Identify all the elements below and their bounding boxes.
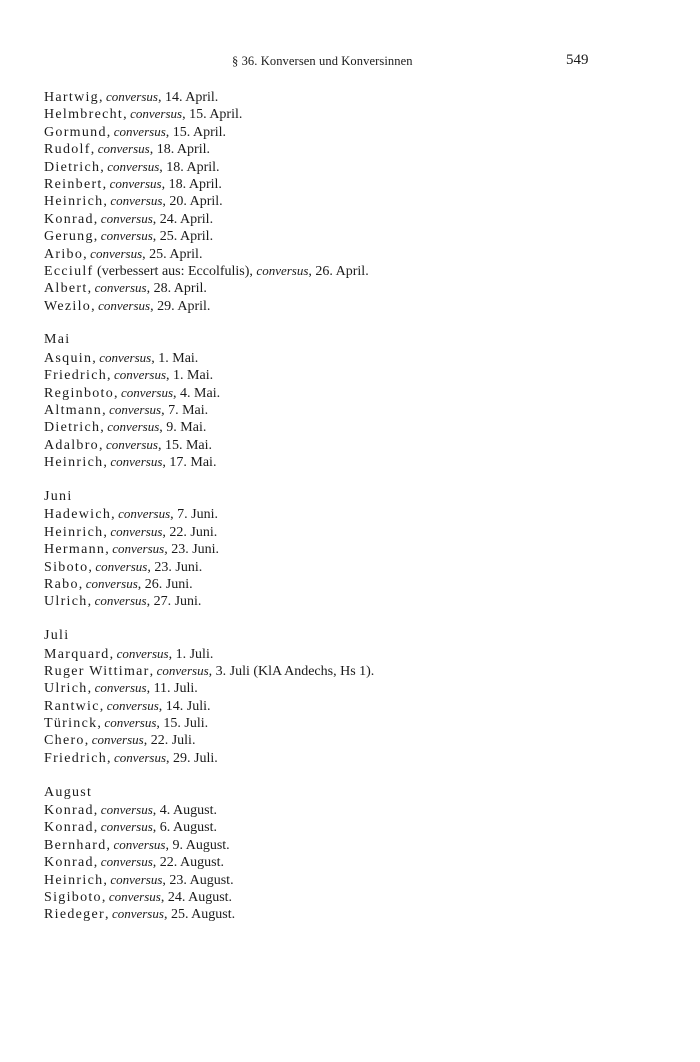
entry-role: conversus — [130, 106, 183, 122]
entry-name: Heinrich — [44, 524, 104, 540]
entry-date: 7. Juni. — [177, 507, 218, 523]
entry-role: conversus — [113, 836, 166, 852]
entry-name: Altmann — [44, 403, 103, 419]
entry-name: Gormund — [44, 124, 107, 140]
list-item: Rabo, conversus, 26. Juni. — [44, 575, 193, 592]
entry-date: 18. April. — [156, 142, 210, 158]
list-item: Bernhard, conversus, 9. August. — [44, 836, 230, 853]
entry-name: Sigiboto — [44, 889, 102, 905]
entry-role: conversus — [112, 541, 165, 557]
list-item: Gormund, conversus, 15. April. — [44, 123, 227, 140]
entry-name: Wezilo — [44, 298, 92, 314]
entry-date: 29. Juli. — [173, 750, 218, 766]
entry-name: Rantwic — [44, 698, 100, 714]
entry-date: 1. Juli. — [175, 646, 214, 662]
entry-date: 4. Mai. — [180, 385, 221, 401]
month-heading: Mai — [44, 332, 71, 348]
running-head: § 36. Konversen und Konversinnen — [232, 54, 413, 68]
entry-role: conversus — [104, 715, 157, 731]
page-number: 549 — [566, 52, 589, 68]
list-item: Heinrich, conversus, 22. Juni. — [44, 523, 218, 540]
entry-name: Hadewich — [44, 507, 112, 523]
entry-name: Hartwig — [44, 90, 99, 105]
entry-date: 25. April. — [159, 229, 214, 245]
entry-name: Bernhard — [44, 837, 107, 853]
list-item: Asquin, conversus, 1. Mai. — [44, 349, 199, 366]
entry-role: conversus — [94, 280, 147, 296]
entry-role: conversus — [98, 297, 151, 313]
list-item: Reinbert, conversus, 18. April. — [44, 175, 222, 192]
entry-role: conversus — [106, 697, 159, 713]
entry-date: 22. August. — [159, 855, 224, 871]
entry-role: conversus — [121, 384, 174, 400]
entry-date: 18. April. — [168, 176, 222, 192]
list-item: Ulrich, conversus, 27. Juni. — [44, 593, 202, 610]
entry-date: 1. Mai. — [173, 368, 214, 384]
entry-name: Riedeger — [44, 907, 105, 923]
list-item: Rudolf, conversus, 18. April. — [44, 141, 210, 158]
entry-role: conversus — [108, 888, 161, 904]
entry-date: 11. Juli. — [153, 681, 198, 697]
section-gap — [44, 610, 664, 627]
entry-date: 1. Mai. — [158, 350, 199, 366]
entry-name: Reginboto — [44, 385, 115, 401]
entry-role: conversus — [99, 349, 152, 365]
list-item: Dietrich, conversus, 9. Mai. — [44, 419, 207, 436]
list-item: Ruger Wittimar, conversus, 3. Juli (KlA Andechs, Hs 1). — [44, 662, 375, 679]
entry-date: 15. April. — [172, 124, 227, 140]
entry-date: 27. Juni. — [153, 594, 202, 610]
month-heading: August — [44, 784, 93, 800]
entry-name: Ulrich — [44, 594, 88, 610]
entry-role: conversus — [95, 558, 148, 574]
entry-name: Rabo — [44, 576, 79, 592]
entry-name: Ecciulf — [44, 263, 94, 279]
entry-name: Aribo — [44, 246, 84, 262]
list-item: Hadewich, conversus, 7. Juni. — [44, 506, 218, 523]
entry-role: conversus — [107, 158, 160, 174]
list-item: Siboto, conversus, 23. Juni. — [44, 558, 203, 575]
list-item: Friedrich, conversus, 29. Juli. — [44, 749, 218, 766]
entry-role: conversus — [100, 228, 153, 244]
entry-date: 18. April. — [166, 159, 220, 175]
entry-date: 23. Juni. — [171, 542, 220, 558]
entry-date: 22. Juni. — [169, 524, 218, 540]
entry-date: 15. Juli. — [163, 716, 209, 732]
entry-date: 14. April. — [164, 90, 219, 105]
list-item: Riedeger, conversus, 25. August. — [44, 906, 236, 923]
entry-name: Rudolf — [44, 142, 91, 158]
month-heading: Juli — [44, 628, 70, 644]
list-item: Dietrich, conversus, 18. April. — [44, 158, 220, 175]
entry-name: Hermann — [44, 542, 106, 558]
entry-name: Konrad — [44, 855, 94, 871]
entry-role: conversus — [94, 593, 147, 609]
entry-role: conversus — [105, 436, 158, 452]
entry-date: 24. August. — [167, 889, 233, 905]
entry-date: 26. Juni. — [144, 576, 193, 592]
entry-name: Friedrich — [44, 750, 108, 766]
list-item: Türinck, conversus, 15. Juli. — [44, 715, 209, 732]
entry-date: 24. April. — [159, 211, 214, 227]
page-header — [0, 52, 700, 72]
list-item: Sigiboto, conversus, 24. August. — [44, 888, 233, 905]
entry-date: 4. August. — [159, 803, 217, 819]
entry-role: conversus — [111, 906, 164, 922]
list-item: Chero, conversus, 22. Juli. — [44, 732, 196, 749]
entry-role: conversus — [94, 680, 147, 696]
entry-date: 14. Juli. — [165, 698, 211, 714]
entry-role: conversus — [114, 367, 167, 383]
entry-name: Türinck — [44, 716, 98, 732]
list-item: Konrad, conversus, 24. April. — [44, 210, 214, 227]
entry-role: conversus — [100, 210, 153, 226]
entry-date: 17. Mai. — [169, 455, 217, 471]
list-item: Albert, conversus, 28. April. — [44, 280, 207, 297]
entry-name: Helmbrecht — [44, 107, 124, 123]
entry-name: Konrad — [44, 803, 94, 819]
entry-name: Heinrich — [44, 194, 104, 210]
list-item: Hartwig, conversus, 14. April. — [44, 89, 219, 105]
entry-name: Reinbert — [44, 176, 103, 192]
list-item: Konrad, conversus, 22. August. — [44, 854, 224, 871]
entry-list — [44, 88, 664, 923]
month-heading: Juni — [44, 488, 73, 504]
entry-role: conversus — [113, 123, 166, 139]
entry-name: Ulrich — [44, 681, 88, 697]
list-item: Rantwic, conversus, 14. Juli. — [44, 697, 211, 714]
entry-role: conversus — [85, 575, 138, 591]
entry-name: Marquard — [44, 646, 110, 662]
entry-date: 20. April. — [169, 194, 223, 210]
list-item: Heinrich, conversus, 17. Mai. — [44, 454, 217, 471]
entry-name: Chero — [44, 733, 85, 749]
list-item: Aribo, conversus, 25. April. — [44, 245, 203, 262]
entry-date: 9. Mai. — [166, 420, 207, 436]
entry-date: 28. April. — [153, 281, 207, 297]
entry-name: Adalbro — [44, 437, 99, 453]
entry-date: 15. Mai. — [164, 437, 213, 453]
entry-role: conversus — [116, 645, 169, 661]
entry-name: Heinrich — [44, 872, 104, 888]
list-item: Adalbro, conversus, 15. Mai. — [44, 436, 213, 453]
entry-name: Friedrich — [44, 368, 108, 384]
entry-name: Gerung — [44, 229, 94, 245]
list-item: Hermann, conversus, 23. Juni. — [44, 541, 220, 558]
entry-role: conversus — [100, 819, 153, 835]
entry-role: conversus — [110, 523, 163, 539]
section-gap — [44, 471, 664, 488]
entry-date: 7. Mai. — [168, 403, 209, 419]
list-item: Heinrich, conversus, 20. April. — [44, 193, 223, 210]
entry-date: 23. August. — [169, 872, 234, 888]
list-item: Ulrich, conversus, 11. Juli. — [44, 680, 198, 697]
list-item: Konrad, conversus, 6. August. — [44, 819, 217, 836]
entry-role: conversus — [110, 871, 163, 887]
entry-role: conversus — [110, 193, 163, 209]
entry-role: conversus — [91, 732, 144, 748]
entry-date: 22. Juli. — [150, 733, 196, 749]
entry-date: 15. April. — [189, 107, 243, 123]
list-item: Wezilo, conversus, 29. April. — [44, 297, 211, 314]
entry-role: conversus — [110, 454, 163, 470]
entry-name: Ruger Wittimar — [44, 663, 150, 679]
entry-role: conversus — [90, 245, 143, 261]
entry-role: conversus — [109, 402, 162, 418]
entry-role: conversus — [156, 662, 209, 678]
list-item: Ecciulf (verbessert aus: Eccolfulis), conversus, 26. April. — [44, 262, 369, 279]
entry-name: Albert — [44, 281, 88, 297]
list-item: Marquard, conversus, 1. Juli. — [44, 645, 214, 662]
entry-name: Dietrich — [44, 420, 101, 436]
list-item: Helmbrecht, conversus, 15. April. — [44, 106, 243, 123]
entry-name: Siboto — [44, 559, 89, 575]
entry-date: 9. August. — [172, 837, 230, 853]
entry-date: 23. Juni. — [154, 559, 203, 575]
section-gap — [44, 314, 664, 331]
entry-role: conversus — [100, 802, 153, 818]
entry-date: 25. August. — [170, 907, 236, 923]
entry-date: 26. April. — [315, 263, 369, 279]
entry-role: conversus — [114, 749, 167, 765]
entry-role: conversus — [97, 141, 150, 157]
entry-note: (verbessert aus: Eccolfulis), — [93, 263, 253, 279]
entry-role: conversus — [105, 89, 158, 104]
list-item: Friedrich, conversus, 1. Mai. — [44, 367, 214, 384]
entry-name: Heinrich — [44, 455, 104, 471]
entry-name: Dietrich — [44, 159, 101, 175]
list-item: Reginboto, conversus, 4. Mai. — [44, 384, 221, 401]
entry-date: 25. April. — [149, 246, 203, 262]
entry-name: Asquin — [44, 350, 93, 366]
entry-date: 3. Juli (KlA Andechs, Hs 1). — [215, 663, 375, 679]
entry-date: 29. April. — [157, 298, 211, 314]
entry-name: Konrad — [44, 820, 94, 836]
entry-role: conversus — [100, 854, 153, 870]
list-item: Konrad, conversus, 4. August. — [44, 802, 217, 819]
list-item: Heinrich, conversus, 23. August. — [44, 871, 234, 888]
entry-role: conversus — [107, 419, 160, 435]
section-gap — [44, 766, 664, 783]
entry-role: conversus — [109, 175, 162, 191]
entry-role: conversus — [118, 506, 171, 522]
entry-name: Konrad — [44, 211, 94, 227]
list-item: Altmann, conversus, 7. Mai. — [44, 402, 209, 419]
list-item: Gerung, conversus, 25. April. — [44, 228, 214, 245]
entry-date: 6. August. — [159, 820, 217, 836]
entry-role: conversus — [256, 262, 309, 278]
